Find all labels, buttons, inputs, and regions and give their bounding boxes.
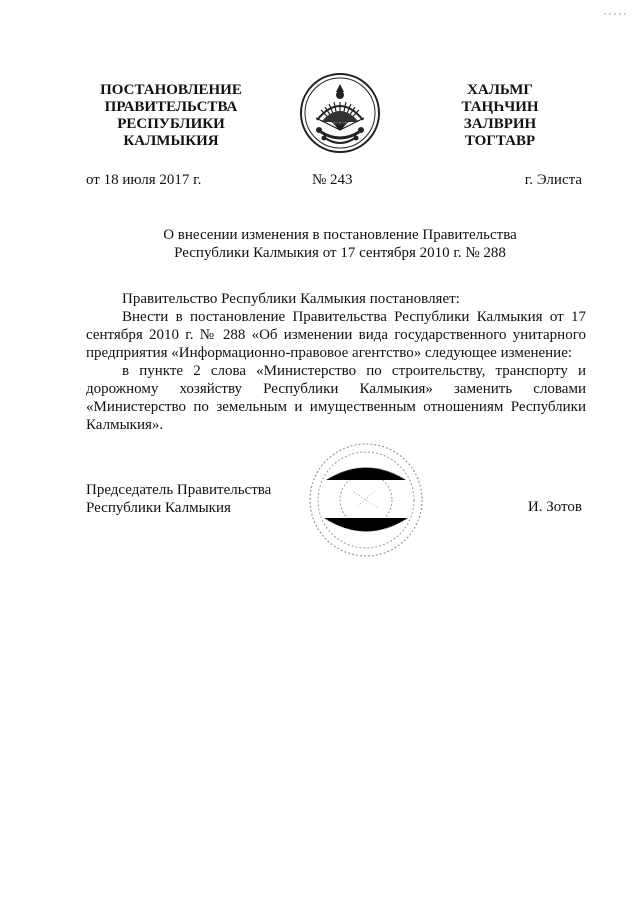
signature-position <box>86 481 271 517</box>
scan-mark-icon <box>604 10 626 18</box>
signature-position-line-2: Республики Калмыкия <box>86 500 231 516</box>
document-body <box>86 290 586 434</box>
body-paragraph-1: Правительство Республики Калмыкия постановляет: <box>122 291 460 307</box>
header-title-kalmyk: ХАЛЬМГ ТАҢҺЧИН ЗАЛВРИН ТОГТАВР <box>461 82 539 149</box>
document-number: № 243 <box>312 172 353 188</box>
signature-position-line-1: Председатель Правительства <box>86 482 272 498</box>
body-paragraph-3: в пункте 2 слова «Министерство по строительству, транспорту и дорожному хозяйству Республики Калмыкия» заменить словами «Министерство по земельным и имущественным отношениям Республики Калмыкия». <box>86 363 586 433</box>
document-subject <box>90 226 590 262</box>
header-title-russian: ПОСТАНОВЛЕНИЕ ПРАВИТЕЛЬСТВА РЕСПУБЛИКИ КАЛМЫКИЯ <box>100 82 242 149</box>
document-city: г. Элиста <box>524 172 582 188</box>
document-date: от 18 июля 2017 г. <box>86 172 202 188</box>
official-stamp-icon <box>306 440 426 560</box>
body-paragraph-2: Внести в постановление Правительства Республики Калмыкия от 17 сентября 2010 г. № 288 «Об изменении вида государственного унитарного предприятия «Информационно-правовое агентство» следующее изменение: <box>86 309 586 361</box>
subject-line-1: О внесении изменения в постановление Правительства <box>163 227 517 243</box>
coat-of-arms-icon <box>299 72 381 154</box>
subject-line-2: Республики Калмыкия от 17 сентября 2010 г. № 288 <box>174 245 506 261</box>
signer-name: И. Зотов <box>527 499 582 515</box>
